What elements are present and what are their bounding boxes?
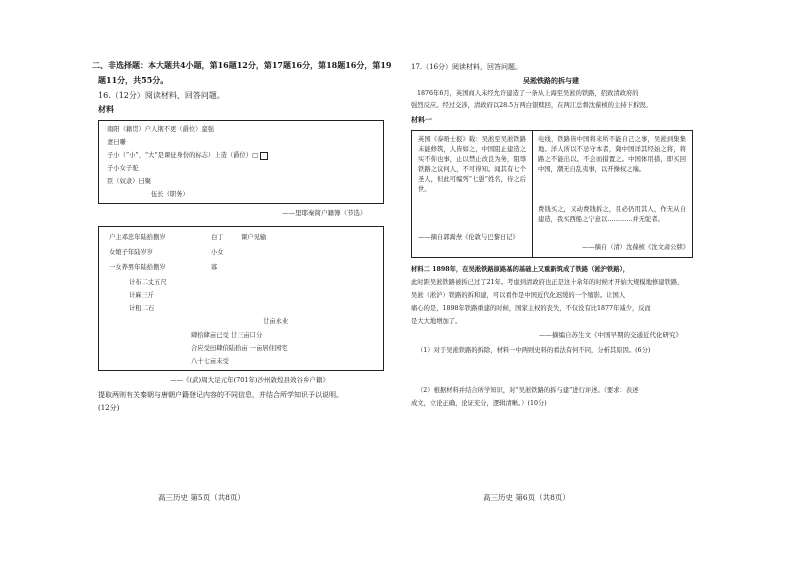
qin-line: 妻曰嗛: [107, 139, 126, 146]
tang-cell: 计麻三斤: [129, 292, 155, 299]
m1-right-text2: 费钱买之，又动费钱拆之，且必仍用其人，作无从自建造，我买西船之宁意以…………并无鸵者。: [538, 206, 686, 223]
q16-question: 提取两则有关秦朝与唐朝户籍登记内容的不同信息，并结合所学知识予以说明。: [98, 391, 343, 399]
material1-table: [411, 130, 693, 258]
q17-sub2: （2）根据材料并结合所学知识，对“吴淞铁路的拆与建”进行评述。（要求：表述: [417, 387, 639, 394]
qin-line: 南阳（籍贯）户人荆不更（爵位）蛮强: [107, 126, 215, 133]
m1-right-text: 电线、铁路皆中国将来所不能自己之事，吴淞到集集地。洋人所以不忌守本者，冀中国详其经始之将，将路之不能出以。不会而措置之。中国体用措，即买回中国，潮无自乱夷事，以开操权之端。: [538, 136, 686, 173]
tang-cell: 白丁: [211, 234, 224, 241]
tang-cell: 计租二石: [129, 305, 155, 312]
intro-line: 1876年6月，英国商人未经允许建造了一条从上海至吴淞的铁路，招致清政府的: [417, 90, 639, 97]
qin-line: 臣（奴隶）曰聚: [107, 178, 152, 185]
blank-box-icon: [260, 152, 268, 160]
m1-left-text: 英国《泰晤士报》载：吴淞至吴淞铁路未能修筑，人皆如之，中国阻止建造之实不你也事，止以禁止改良为务，阻辱铁路之议何人，不可得知。闻其有七个圣人，但此可编列“七愚”姓名，待之后世。: [418, 136, 526, 193]
table-divider: [532, 131, 533, 257]
source-tang: ——《(武)周大足元年(701年)沙州敦煌县效谷乡户籍》: [170, 376, 330, 384]
tang-cell: 户主邓忠年陆拾捌岁: [109, 234, 166, 241]
material2-source: ——摘编自苏生文《中国早期的交通近代化研究》: [539, 331, 682, 339]
page-footer: 高三历史 第5页（共8页）: [158, 493, 245, 502]
intro-line: 强烈反应。经过交涉，清政府以28.5万两白银赎回，在两江总督沈葆桢的主持下拆毁。: [411, 102, 652, 109]
q16-header: 16.（12分）阅读材料，回答问题。: [98, 91, 225, 100]
tang-cell: 计布二丈五尺: [129, 279, 167, 286]
material-box-tang: [98, 226, 384, 371]
right-page: [397, 0, 794, 561]
tang-cell: 课户见输: [241, 234, 267, 241]
source-qin: ——里耶秦简户籍簿（节选）: [282, 209, 367, 217]
tang-land-line: 廿亩永业: [263, 318, 289, 325]
material2-line: 此时距吴淞铁路被拆已过了21年。考虑到清政府也正是这十余年的时候才开始大规模地修建铁路，: [411, 279, 684, 286]
material-box-qin: [98, 120, 384, 204]
tang-land-line: 八十七亩未受: [191, 358, 229, 365]
material1-label: 材料一: [411, 115, 432, 124]
material2-line: 痛心的是，1898年铁路重建的时候，国家主权的丧失，不仅没有比1877年减少，反而: [411, 305, 651, 312]
page-footer: 高三历史 第6页（共8页）: [483, 493, 570, 502]
qin-line: 伍长（职务）: [151, 191, 189, 198]
tang-land-line: 合应受田肆伯陆拾亩 一亩居住园宅: [191, 345, 288, 352]
q16-question-score: (12分): [98, 404, 120, 412]
q17-sub2-cont: 成文，立论正确，论证充分，逻辑清晰。）(10分): [411, 400, 547, 407]
q17-header: 17.（16分）阅读材料，回答问题。: [411, 63, 523, 71]
material2-line: 材料二 1898年，在吴淞铁路原路基的基础上又重新筑成了铁路（淞沪铁路），: [411, 266, 630, 273]
qin-line: 子小女子驼: [107, 165, 139, 172]
q17-sub1: （1）对于吴淞铁路的拆除，材料一中两则史料的看法有何不同，分析其原因。(6分): [417, 347, 651, 354]
q17-title: 吴淞铁路的拆与建: [523, 76, 579, 85]
tang-cell: 女娘子年陆岁岁: [109, 249, 154, 256]
m1-left-source: ——摘自郭嵩焘《伦敦与巴黎日记》: [418, 234, 519, 241]
tang-cell: 一女养男年陆拾捌岁: [109, 264, 166, 271]
material2-line: 吴淞（淞沪）铁路的拆和建，可以看作是中国近代化迟缓的一个缩影。让国人: [411, 292, 626, 299]
material2-line: 是大大地增加了。: [411, 318, 462, 325]
tang-cell: 小女: [211, 249, 224, 256]
section-heading-cont: 题11分，共55分。: [98, 75, 169, 85]
tang-cell: 寡: [211, 264, 218, 271]
qin-line: 子小（“小”、“大”是课征身份的标志）上造（爵位）□: [107, 151, 268, 161]
tang-land-line: 肆拾肆亩已受 廿三亩口分: [191, 332, 263, 339]
material-label: 材料: [98, 104, 114, 114]
m1-right-source: ——摘自（清）沈葆桢《沈文肃公牍》: [582, 244, 690, 251]
section-heading: 二、非选择题：本大题共4小题，第16题12分，第17题16分，第18题16分，第19: [92, 60, 392, 70]
